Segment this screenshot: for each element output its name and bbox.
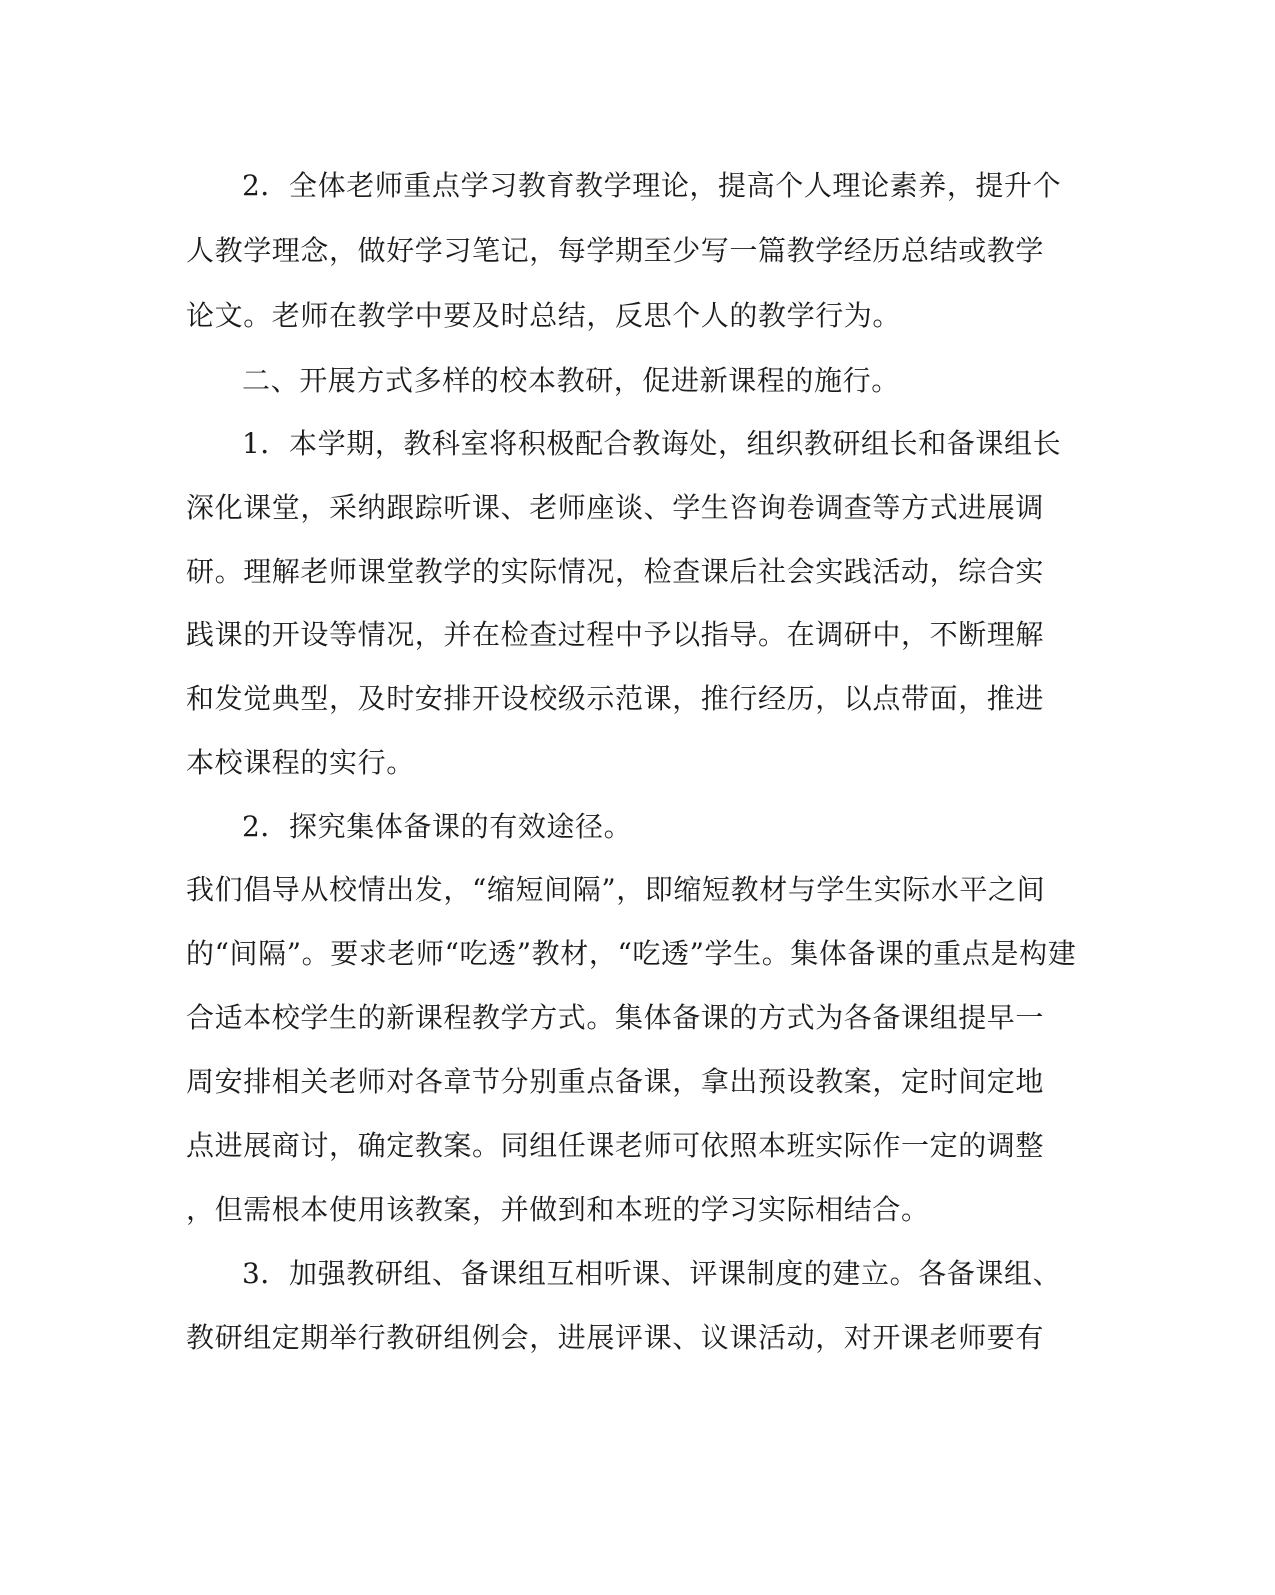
text-line: 3．加强教研组、备课组互相听课、评课制度的建立。各备课组、 [242,1257,1062,1290]
text-line: 周安排相关老师对各章节分别重点备课，拿出预设教案，定时间定地 [186,1065,1045,1098]
text-line: 2．探究集体备课的有效途径。 [242,810,633,843]
text-line: 深化课堂，采纳跟踪听课、老师座谈、学生咨询卷调查等方式进展调 [186,491,1045,524]
text-line: 1．本学期，教科室将积极配合教诲处，组织教研组长和备课组长 [242,427,1062,460]
text-line: 我们倡导从校情出发，“缩短间隔”，即缩短教材与学生实际水平之间 [186,873,1046,906]
text-line: 和发觉典型，及时安排开设校级示范课，推行经历，以点带面，推进 [186,682,1045,715]
section-heading: 二、开展方式多样的校本教研，促进新课程的施行。 [242,364,900,397]
text-line: 研。理解老师课堂教学的实际情况，检查课后社会实践活动，综合实 [186,555,1045,588]
text-line: 践课的开设等情况，并在检查过程中予以指导。在调研中，不断理解 [186,618,1045,651]
text-line: 论文。老师在教学中要及时总结，反思个人的教学行为。 [186,299,902,332]
text-line: 教研组定期举行教研组例会，进展评课、议课活动，对开课老师要有 [186,1321,1045,1354]
text-line: 的“间隔”。要求老师“吃透”教材，“吃透”学生。集体备课的重点是构建 [186,937,1077,970]
text-line: 合适本校学生的新课程教学方式。集体备课的方式为各备课组提早一 [186,1001,1045,1034]
text-line: 人教学理念，做好学习笔记，每学期至少写一篇教学经历总结或教学 [186,234,1045,267]
text-line: 本校课程的实行。 [186,746,415,779]
text-line: 2．全体老师重点学习教育教学理论，提高个人理论素养，提升个 [242,169,1062,202]
text-line: 点进展商讨，确定教案。同组任课老师可依照本班实际作一定的调整 [186,1129,1045,1162]
text-line: ，但需根本使用该教案，并做到和本班的学习实际相结合。 [186,1193,930,1226]
